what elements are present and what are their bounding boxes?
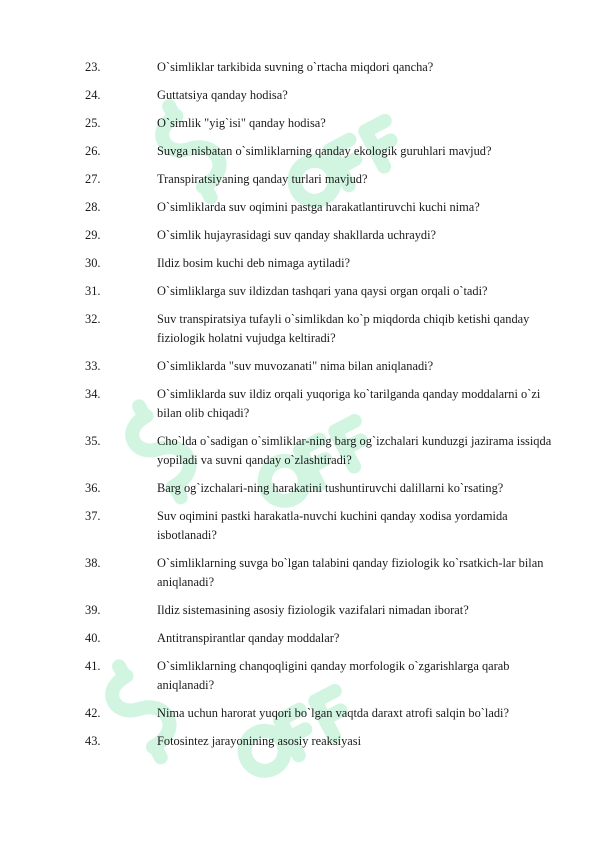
question-item [85,732,563,751]
question-item [85,170,563,189]
question-number: 35. [85,434,101,448]
question-number: 34. [85,387,101,401]
question-text: O`simliklar tarkibida suvning o`rtacha miqdori qancha? [157,60,434,74]
question-item [85,86,563,105]
question-number: 29. [85,228,101,242]
question-text: Guttatsiya qanday hodisa? [157,88,288,102]
question-item [85,357,563,376]
question-text: Suv oqimini pastki harakatla-nuvchi kuchini qanday xodisa yordamida isbotlanadi? [157,509,508,542]
question-item [85,601,563,620]
question-number: 41. [85,659,101,673]
question-number: 27. [85,172,101,186]
question-text: Ildiz sistemasining asosiy fiziologik vazifalari nimadan iborat? [157,603,469,617]
question-number: 39. [85,603,101,617]
question-text: Cho`lda o`sadigan o`simliklar-ning barg og`izchalari kunduzgi jazirama issiqda yopiladi va suvni qanday o`zlashtiradi? [157,434,552,467]
question-number: 30. [85,256,101,270]
question-text: Barg og`izchalari-ning harakatini tushuntiruvchi dalillarni ko`rsating? [157,481,504,495]
question-number: 23. [85,60,101,74]
question-number: 38. [85,556,101,570]
question-item [85,198,563,217]
question-text: Suvga nisbatan o`simliklarning qanday ekologik guruhlari mavjud? [157,144,492,158]
question-number: 40. [85,631,101,645]
question-item [85,704,563,723]
question-number: 31. [85,284,101,298]
question-item [85,479,563,498]
question-number: 37. [85,509,101,523]
question-number: 28. [85,200,101,214]
question-text: O`simliklarga suv ildizdan tashqari yana qaysi organ orqali o`tadi? [157,284,488,298]
question-number: 43. [85,734,101,748]
question-number: 26. [85,144,101,158]
question-text: Transpiratsiyaning qanday turlari mavjud? [157,172,368,186]
question-text: O`simlik hujayrasidagi suv qanday shakllarda uchraydi? [157,228,437,242]
question-item [85,142,563,161]
question-text: O`simliklarning chanqoqligini qanday morfologik o`zgarishlarga qarab aniqlanadi? [157,659,510,692]
question-text: Antitranspirantlar qanday moddalar? [157,631,340,645]
question-number: 32. [85,312,101,326]
question-item [85,254,563,273]
question-item [85,554,563,592]
question-number: 24. [85,88,101,102]
question-list [85,58,563,760]
question-item [85,282,563,301]
question-item [85,507,563,545]
question-text: Nima uchun harorat yuqori bo`lgan vaqtda daraxt atrofi salqin bo`ladi? [157,706,509,720]
question-item [85,58,563,77]
question-number: 33. [85,359,101,373]
question-text: O`simliklarda suv oqimini pastga harakatlantiruvchi kuchi nima? [157,200,480,214]
question-item [85,657,563,695]
question-text: O`simlik "yig`isi" qanday hodisa? [157,116,326,130]
question-text: O`simliklarda "suv muvozanati" nima bilan aniqlanadi? [157,359,434,373]
question-text: O`simliklarning suvga bo`lgan talabini qanday fiziologik ko`rsatkich-lar bilan aniqlanadi? [157,556,544,589]
question-item [85,385,563,423]
question-text: O`simliklarda suv ildiz orqali yuqoriga ko`tarilganda qanday moddalarni o`zi bilan olib chiqadi? [157,387,541,420]
question-item [85,310,563,348]
question-text: Suv transpiratsiya tufayli o`simlikdan ko`p miqdorda chiqib ketishi qanday fiziologik holatni vujudga keltiradi? [157,312,530,345]
question-number: 25. [85,116,101,130]
question-text: Ildiz bosim kuchi deb nimaga aytiladi? [157,256,351,270]
question-item [85,629,563,648]
question-number: 42. [85,706,101,720]
question-item [85,114,563,133]
question-item [85,226,563,245]
question-number: 36. [85,481,101,495]
question-text: Fotosintez jarayonining asosiy reaksiyasi [157,734,362,748]
question-item [85,432,563,470]
